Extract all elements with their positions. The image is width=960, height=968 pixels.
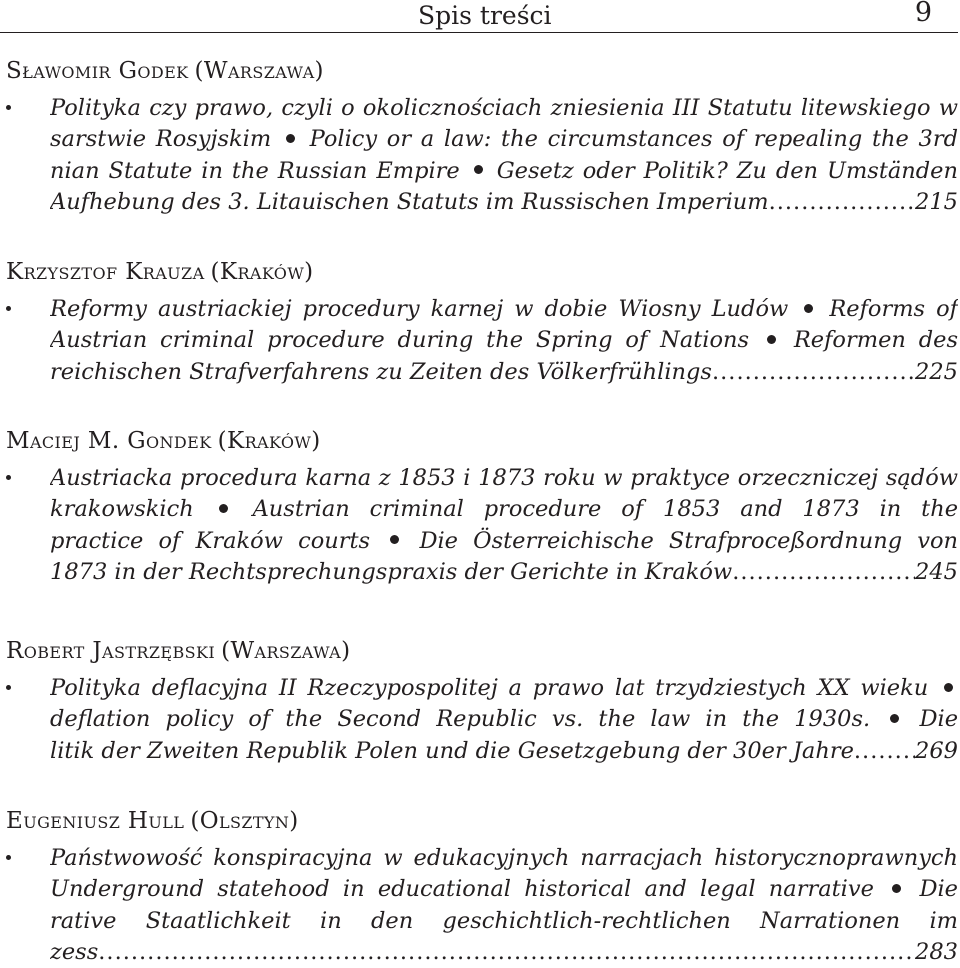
page-ref: 225 xyxy=(915,358,958,385)
toc-entry xyxy=(6,636,958,767)
dot-leader xyxy=(712,357,915,388)
toc-entry xyxy=(6,56,958,218)
author-line xyxy=(6,426,958,456)
page-ref: 283 xyxy=(915,938,958,965)
author-line xyxy=(6,806,958,836)
separator-dot-icon xyxy=(390,535,399,544)
bullet-icon xyxy=(6,306,11,311)
author-name: Krzysztof Krauza xyxy=(6,259,205,285)
toc-entry xyxy=(6,257,958,388)
dot-leader xyxy=(854,736,915,767)
author-location: (Warszawa) xyxy=(194,58,324,84)
author-name: Sławomir Godek xyxy=(6,58,189,84)
article-title[interactable] xyxy=(6,294,958,388)
title-line: Reformy austriackiej procedury karnej w dobie Wiosny Ludów Reforms of xyxy=(50,296,958,322)
author-line xyxy=(6,56,958,86)
title-line: krakowskich Austrian criminal procedure of 1853 and 1873 in the xyxy=(50,496,958,523)
title-line: Polityka czy prawo, czyli o okolicznościach zniesienia III Statutu litewskiego w xyxy=(50,95,958,121)
bullet-icon xyxy=(6,685,11,690)
author-location: (Olsztyn) xyxy=(190,808,299,834)
title-line: sarstwie Rosyjskim Policy or a law: the circumstances of repealing the 3rd xyxy=(50,126,958,153)
title-line: practice of Kraków courts Die Österreichische Strafproceßordnung von xyxy=(50,527,958,554)
title-line: Underground statehood in educational historical and legal narrative Die xyxy=(50,876,958,903)
title-last-line: Aufhebung des 3. Litauischen Statuts im Russischen Imperium ..... 215 xyxy=(50,187,958,218)
bullet-icon xyxy=(6,475,11,480)
dot-leader xyxy=(98,937,915,968)
separator-dot-icon xyxy=(767,335,776,344)
separator-dot-icon xyxy=(286,134,295,143)
bullet-icon xyxy=(6,855,11,860)
author-name: Maciej M. Gondek xyxy=(6,428,212,454)
title-line: Państwowość konspiracyjna w edukacyjnych narracjach historycznoprawnych xyxy=(50,843,958,874)
page-header xyxy=(0,0,958,33)
title-line: Austriacka procedura karna z 1853 i 1873 roku w praktyce orzeczniczej sądów xyxy=(50,465,958,491)
author-location: (Kraków) xyxy=(217,428,321,454)
author-name: Robert Jastrzębski xyxy=(6,638,216,664)
page-number: 9 xyxy=(914,0,932,28)
author-name: Eugeniusz Hull xyxy=(6,808,185,834)
author-line xyxy=(6,257,958,287)
dot-leader xyxy=(732,557,915,588)
title-last-line: reichischen Strafverfahrens zu Zeiten des Völkerfrühlings ..... 225 xyxy=(50,357,958,388)
article-title[interactable] xyxy=(6,463,958,588)
author-location: (Kraków) xyxy=(210,259,314,285)
article-title[interactable] xyxy=(6,93,958,218)
dot-leader xyxy=(769,187,915,218)
bullet-icon xyxy=(6,105,11,110)
page-ref: 215 xyxy=(915,188,958,215)
title-line: Austrian criminal procedure during the Spring of Nations Reformen des xyxy=(50,327,958,354)
separator-dot-icon xyxy=(892,884,901,893)
article-title[interactable] xyxy=(6,843,958,968)
separator-dot-icon xyxy=(890,714,899,723)
separator-dot-icon xyxy=(219,504,228,513)
page-ref: 245 xyxy=(915,558,958,585)
title-line: Polityka deflacyjna II Rzeczypospolitej a prawo lat trzydziestych XX wieku xyxy=(50,673,958,704)
separator-dot-icon xyxy=(474,165,483,174)
title-last-line: 1873 in der Rechtsprechungspraxis der Gerichte in Kraków ..... 245 xyxy=(50,557,958,588)
toc-entry xyxy=(6,426,958,588)
author-line xyxy=(6,636,958,666)
author-location: (Warszawa) xyxy=(221,638,351,664)
title-last-line: zess ..... 283 xyxy=(50,937,958,968)
title-last-line: litik der Zweiten Republik Polen und die Gesetzgebung der 30er Jahre ..... 269 xyxy=(50,736,958,767)
toc-entry xyxy=(6,806,958,968)
title-line: deflation policy of the Second Republic vs. the law in the 1930s. Die xyxy=(50,706,958,733)
page-ref: 269 xyxy=(915,737,958,764)
separator-dot-icon xyxy=(804,304,813,313)
article-title[interactable] xyxy=(6,673,958,767)
title-line: nian Statute in the Russian Empire Gesetz oder Politik? Zu den Umständen xyxy=(50,157,958,184)
separator-dot-icon xyxy=(944,683,953,692)
title-line: rative Staatlichkeit in den geschichtlich-rechtlichen Narrationen im xyxy=(50,907,958,934)
page-title: Spis treści xyxy=(418,1,552,30)
